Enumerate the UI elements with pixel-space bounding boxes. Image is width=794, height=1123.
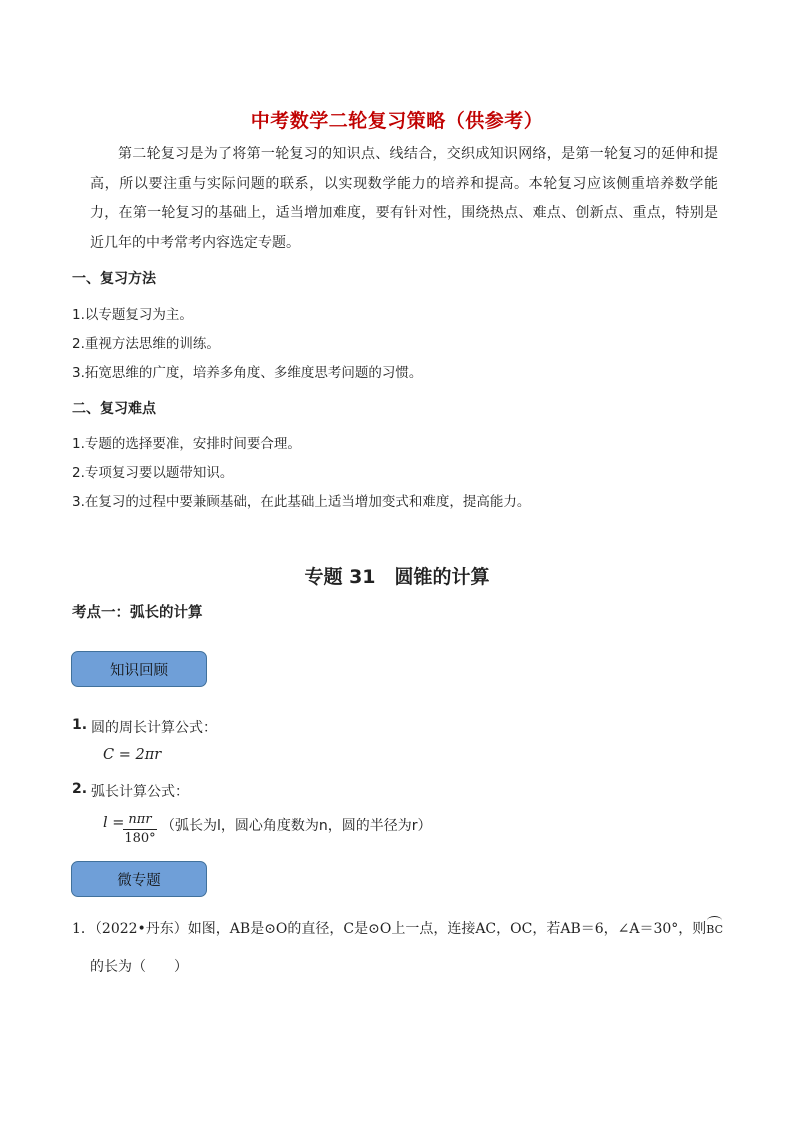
list-item: 1.专题的选择要准，安排时间要合理。 <box>72 436 301 452</box>
list-item: 2.重视方法思维的训练。 <box>72 336 220 352</box>
section-heading-methods: 一、复习方法 <box>72 271 156 287</box>
arc-length-lhs: l = <box>103 815 125 831</box>
knowledge-review-label: 知识回顾 <box>110 662 168 679</box>
micro-topic-label: 微专题 <box>117 872 161 889</box>
fraction-denominator: 180° <box>124 831 156 846</box>
point-text: 圆的周长计算公式： <box>91 720 217 736</box>
list-item: 1.以专题复习为主。 <box>72 307 193 323</box>
arc-bc-label: BC <box>706 923 724 936</box>
question-1-text: 1．（2022•丹东）如图，AB是⊙O的直径，C是⊙O上一点，连接AC，OC，若AB＝6，∠A＝30°，则 <box>72 921 707 937</box>
question-1 <box>72 918 723 938</box>
intro-paragraph: 第二轮复习是为了将第一轮复习的知识点、线结合，交织成知识网络，是第一轮复习的延伸和提高，所以要注重与实际问题的联系，以实现数学能力的培养和提高。本轮复习应该侧重培养数学能力，在第一轮复习的基础上，适当增加难度，要有针对性，围绕热点、难点、创新点、重点，特别是近几年的中考常考内容选定专题。 <box>90 146 718 251</box>
fraction-bar <box>123 829 157 830</box>
point-number: 2. <box>72 781 88 797</box>
list-item: 3.拓宽思维的广度，培养多角度、多维度思考问题的习惯。 <box>72 365 423 381</box>
arc-length-fraction <box>123 812 157 847</box>
formula-note: （弧长为l，圆心角度数为n，圆的半径为r） <box>161 818 432 834</box>
list-item: 2.专项复习要以题带知识。 <box>72 465 234 481</box>
section-heading-difficulties: 二、复习难点 <box>72 401 156 417</box>
point-number: 1. <box>72 717 88 733</box>
topic-title: 专题 31 圆锥的计算 <box>304 566 490 588</box>
micro-topic-button[interactable] <box>71 861 207 897</box>
question-1-continuation: 的长为（ ） <box>90 959 188 975</box>
point-text: 弧长计算公式： <box>91 784 189 800</box>
knowledge-review-button[interactable] <box>71 651 207 687</box>
circumference-formula: C = 2πr <box>103 747 162 763</box>
fraction-numerator: nπr <box>128 812 152 827</box>
exam-point-heading: 考点一：弧长的计算 <box>72 605 203 621</box>
document-title: 中考数学二轮复习策略（供参考） <box>250 110 544 132</box>
list-item: 3.在复习的过程中要兼顾基础，在此基础上适当增加变式和难度，提高能力。 <box>72 494 531 510</box>
